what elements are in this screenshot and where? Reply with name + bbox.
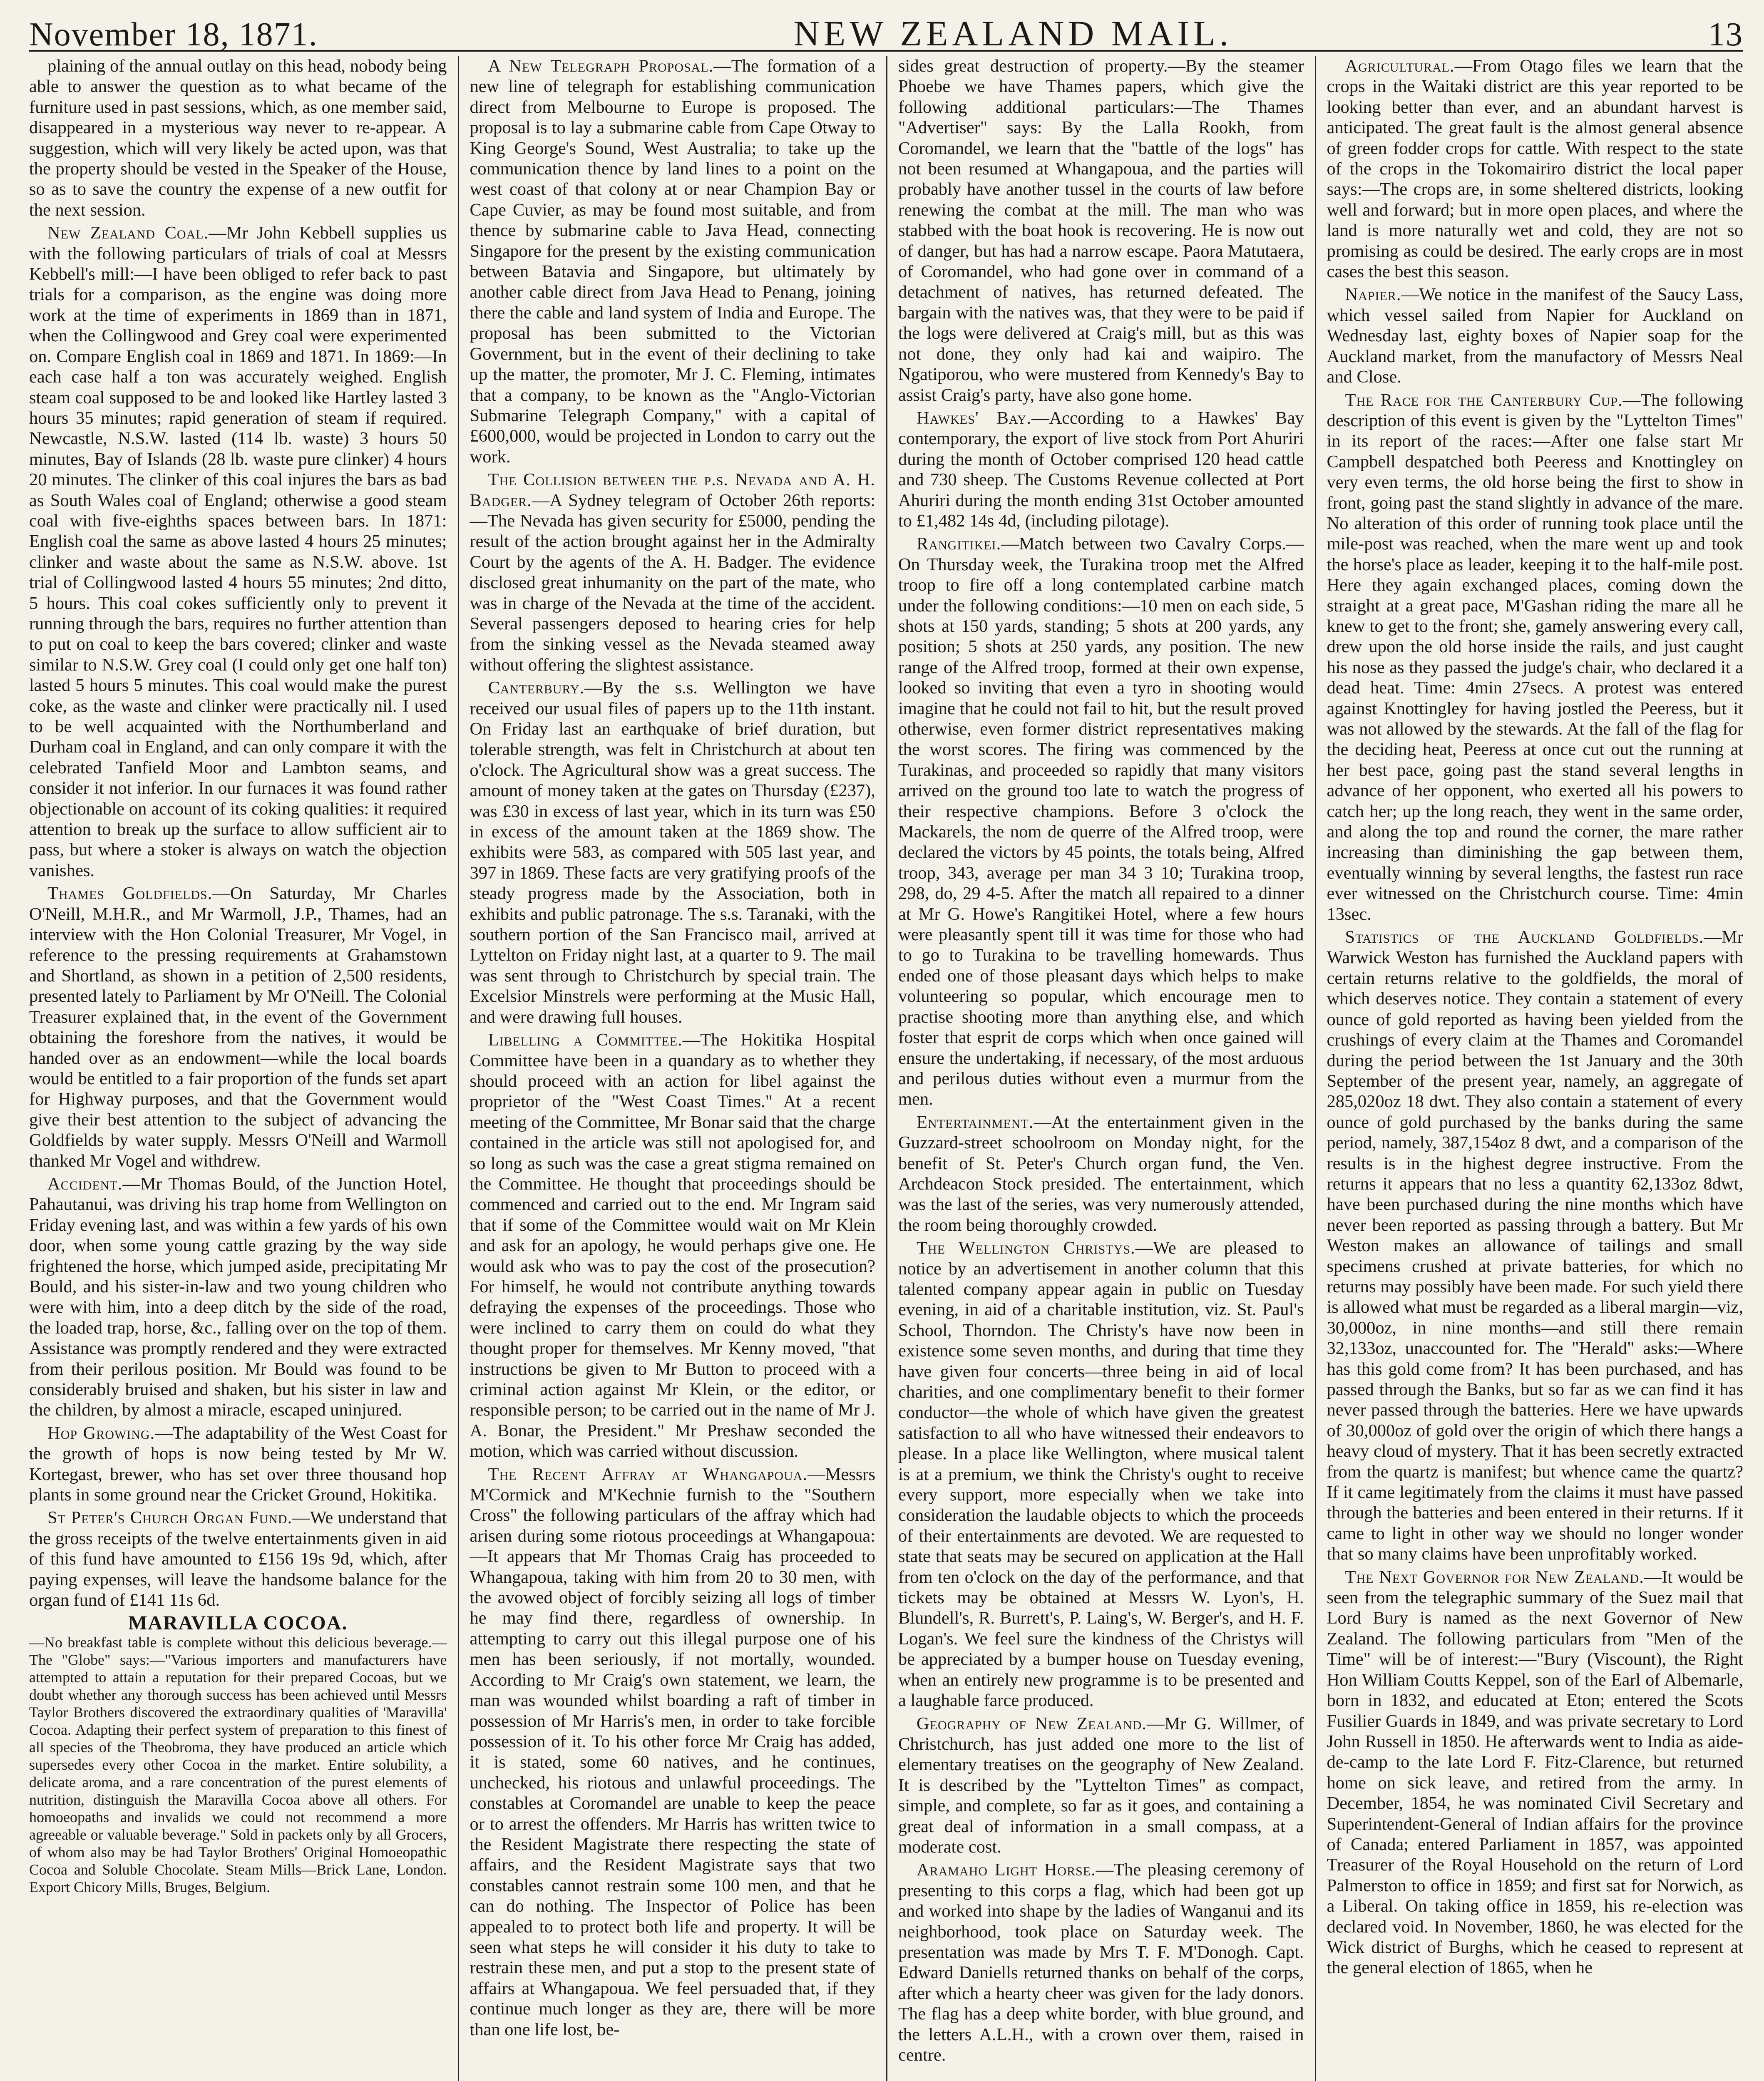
column-4	[1315, 56, 1744, 2081]
column-1	[29, 56, 458, 2081]
article-text: —According to a Hawkes' Bay contemporary, the export of live stock from Port Ahuriri during the month of October comprised 120 head cattle and 730 sheep. The Customs Revenue collected at Port Ahuriri during the month ending 31st October amounted to £1,482 14s 4d, (including pilotage).	[898, 408, 1304, 531]
article-paragraph	[470, 678, 876, 1027]
newspaper-title: NEW ZEALAND MAIL.	[793, 13, 1233, 53]
article-paragraph	[1327, 390, 1744, 925]
article-paragraph	[898, 1713, 1304, 1858]
article-text: —On Saturday, Mr Charles O'Neill, M.H.R., and Mr Warmoll, J.P., Thames, had an interview with the Hon Colonial Treasurer, Mr Vogel, in reference to the pressing requirements at Grahamstown and Shortland, as shown in a petition of 2,500 residents, presented lately to Parliament by Mr O'Neill. The Colonial Treasurer explained that, in the event of the Government obtaining the foreshore from the natives, it would be handed over as an endowment—while the local boards would be entitled to a fair proportion of the funds set apart for Highway purposes, and that the Government would give their best attention to the subject of advancing the Goldfields by water supply. Messrs O'Neill and Warmoll thanked Mr Vogel and withdrew.	[29, 884, 447, 1171]
article-heading: Canterbury.	[488, 678, 585, 698]
article-paragraph	[29, 1423, 447, 1505]
article-paragraph	[29, 1507, 447, 1610]
article-heading: Hop Growing.	[47, 1423, 155, 1443]
article-heading: St Peter's Church Organ Fund.	[47, 1508, 293, 1528]
article-paragraph	[1327, 927, 1744, 1564]
article-paragraph	[1327, 1567, 1744, 1978]
article-heading: Rangitikei.	[917, 534, 1001, 554]
article-text: —The formation of a new line of telegraph for establishing communication direct from Melbourne to Europe is proposed. The proposal is to lay a submarine cable from Cape Otway to King George's Sound, West Australia; to take up the communication thence by land lines to a point on the west coast of that colony at or near Champion Bay or Cape Cuvier, as may be found most suitable, and from thence by submarine cable to Java Head, connecting Singapore for the present by the existing communication between Batavia and Singapore, but ultimately by another cable direct from Java Head to Penang, joining there the cable and land system of India and Europe. The proposal has been submitted to the Victorian Government, but in the event of their declining to take up the matter, the promoter, Mr J. C. Fleming, intimates that a company, to be known as the "Anglo-Victorian Submarine Telegraph Company," with a capital of £600,000, would be projected in London to carry out the work.	[470, 56, 875, 467]
article-paragraph	[898, 1860, 1304, 2065]
article-heading: Libelling a Committee.	[488, 1030, 683, 1050]
article-text: —A Sydney telegram of October 26th reports:—The Nevada has given security for £5000, pending the result of the action brought against her in the Admiralty Court by the agents of the A. H. Badger. The evidence disclosed great inhumanity on the part of the mate, who was in charge of the Nevada at the time of the accident. Several passengers deposed to hearing cries for help from the sinking vessel as the Nevada steamed away without offering the slightest assistance.	[470, 490, 875, 675]
article-heading: Thames Goldfields.	[47, 884, 213, 904]
article-text: —The adaptability of the West Coast for the growth of hops is now being tested by Mr W. Kortegast, brewer, who has set over three thousand hop plants in some ground near the Cricket Ground, Hokitika.	[29, 1423, 447, 1505]
article-text: —Mr Thomas Bould, of the Junction Hotel, Pahautanui, was driving his trap home from Wellington on Friday evening last, and was within a few yards of his own door, when some young cattle grazing by the way side frightened the horse, which jumped aside, precipitating Mr Bould, and his sister-in-law and two young children who were with him, into a deep ditch by the side of the road, the loaded trap, horse, &c., falling over on the top of them. Assistance was promptly rendered and they were extracted from their perilous position. Mr Bould was found to be considerably bruised and shaken, but his sister in law and the children, by almost a miracle, escaped uninjured.	[29, 1174, 447, 1420]
article-paragraph	[470, 1464, 876, 2040]
article-paragraph	[898, 534, 1304, 1109]
article-text: —We are pleased to notice by an advertisement in another column that this talented company appear again in public on Tuesday evening, in aid of a charitable institution, viz. St. Paul's School, Thorndon. The Christy's have now been in existence some seven months, and during that time they have given four concerts—three being in aid of local charities, and one complimentary benefit to their former conductor—the whole of which have given the greatest satisfaction to all who have witnessed their endeavors to please. In a place like Wellington, where musical talent is at a premium, we think the Christy's ought to receive every support, more especially when we take into consideration the laudable objects to which the proceeds of their entertainments are devoted. We are requested to state that seats may be secured on application at the Hall from ten o'clock on the day of the performance, and that tickets may be obtained at Messrs W. Lyon's, H. Blundell's, R. Burrett's, P. Laing's, W. Berger's, and H. F. Logan's. We feel sure the kindness of the Christys will be appreciated by a bumper house on Tuesday evening, when an entirely new programme is to be presented and a laughable farce produced.	[898, 1238, 1304, 1711]
article-paragraph	[470, 56, 876, 467]
advertisement	[29, 1613, 447, 1895]
article-heading: Accident.	[47, 1174, 123, 1194]
article-text: —At the entertainment given in the Guzzard-street schoolroom on Monday night, for the benefit of St. Peter's Church organ fund, the Ven. Archdeacon Stock presided. The entertainment, which was the last of the series, was very numerously attended, the room being thoroughly crowded.	[898, 1112, 1304, 1235]
article-text: —The following description of this event is given by the "Lyttelton Times" in its report of the races:—After one false start Mr Campbell despatched both Peeress and Knottingley on very even terms, the old horse being the first to show in front, going past the stand slightly in advance of the mare. No alteration of this order of running took place until the mile-post was reached, when the mare went up and took the horse's place as leader, keeping it to the half-mile post. Here they again exchanged places, coming down the straight at a great pace, M'Gashan riding the mare all he knew to get to the front; she, gamely answering every call, drew upon the old horse inside the rails, and just caught his nose as they passed the judge's chair, who declared it a dead heat. Time: 4min 27secs. A protest was entered against Knottingley for having jostled the Peeress, but it was not allowed by the stewards. At the fall of the flag for the deciding heat, Peeress at once cut out the running at her best pace, going past the stand several lengths in advance of her opponent, who exerted all his powers to catch her; up the long reach, they went in the same order, and along the top and round the corner, the mare rather increasing than diminishing the gap between them, eventually winning by several lengths, the fastest run race ever witnessed on the Christchurch course. Time: 4min 13sec.	[1327, 390, 1743, 924]
article-text: —Match between two Cavalry Corps.—On Thursday week, the Turakina troop met the Alfred troop to fire off a long contemplated carbine match under the following conditions:—10 men on each side, 5 shots at 150 yards, standing; 5 shots at 200 yards, any position; 5 shots at 250 yards, any position. The new range of the Alfred troop, formed at their own expense, looked so inviting that even a tyro in shooting would imagine that he could not fail to hit, but the result proved otherwise, even former district representatives making the worst scores. The firing was commenced by the Turakinas, and proceeded so rapidly that many visitors arrived on the ground too late to watch the progress of their respective champions. Before 3 o'clock the Mackarels, the nom de querre of the Alfred troop, were declared the victors by 45 points, the totals being, Alfred troop, 343, average per man 34 3 10; Turakina troop, 298, do, 29 4-5. After the match all repaired to a dinner at Mr G. Howe's Rangitikei Hotel, where a few hours were pleasantly spent till it was time for those who had to go to Turakina to be travelling homewards. Thus ended one of those pleasant days which helps to make volunteering so popular, which encourage men to practise shooting more than anything else, and which foster that esprit de corps which when once gained will ensure the undertaking, if necessary, of the most arduous and perilous duties without even a murmur from the men.	[898, 534, 1304, 1109]
article-heading: Hawkes' Bay.	[917, 408, 1032, 428]
article-paragraph	[470, 469, 876, 675]
article-text: —Messrs M'Cormick and M'Kechnie furnish to the "Southern Cross" the following particulars of the affray which had arisen during some riotous proceedings at Whangapoua:—It appears that Mr Thomas Craig has proceeded to Whangapoua, taking with him from 20 to 30 men, with the avowed object of forcibly seizing all logs of timber he may find there, regardless of ownership. In attempting to carry out this illegal purpose one of his men has been seriously, if not mortally, wounded. According to Mr Craig's own statement, we learn, the man was wounded whilst boarding a raft of timber in possession of Mr Harris's men, in order to take forcible possession of it. To his other force Mr Craig has added, it is stated, some 60 natives, and he continues, unchecked, his riotous and unlawful proceedings. The constables at Coromandel are unable to keep the peace or to arrest the offenders. Mr Harris has written twice to the Resident Magistrate there respecting the state of affairs, and the Resident Magistrate says that two constables cannot restrain some 100 men, and that he can do nothing. The Inspector of Police has been appealed to to protect both life and property. It will be seen what steps he will consider it his duty to take to restrain these men, and put a stop to the present state of affairs at Whangapoua. We feel persuaded that, if they continue much longer as they are, there will be more than one life lost, be-	[470, 1464, 875, 2039]
article-paragraph	[898, 1112, 1304, 1235]
masthead	[29, 12, 1743, 52]
article-heading: Napier.	[1345, 285, 1401, 305]
advert-title: MARAVILLA COCOA.	[128, 1612, 348, 1634]
article-heading: Statistics of the Auckland Goldfields.	[1345, 927, 1704, 947]
advert-body: —No breakfast table is complete without this delicious beverage.—The "Globe" says:—"Various importers and manufacturers have attempted to attain a reputation for their prepared Cocoas, but we doubt whether any thorough success has been achieved until Messrs Taylor Brothers discovered the extraordinary qualities of 'Maravilla' Cocoa. Adapting their perfect system of preparation to this finest of all species of the Theobroma, they have produced an article which supersedes every other Cocoa in the market. Entire solubility, a delicate aroma, and a rare concentration of the purest elements of nutrition, distinguish the Maravilla Cocoa above all others. For homoeopaths and invalids we could not recommend a more agreeable or valuable beverage." Sold in packets only by all Grocers, of whom also may be had Taylor Brothers' Original Homoeopathic Cocoa and Soluble Chocolate. Steam Mills—Brick Lane, London. Export Chicory Mills, Bruges, Belgium.	[29, 1634, 447, 1895]
article-paragraph	[470, 1030, 876, 1462]
article-text: —It would be seen from the telegraphic summary of the Suez mail that Lord Bury is named as the next Governor of New Zealand. The following particulars from "Men of the Time" will be of interest:—"Bury (Viscount), the Right Hon William Coutts Keppel, son of the Earl of Albemarle, born in 1832, and educated at Eton; entered the Scots Fusilier Guards in 1849, and was private secretary to Lord John Russell in 1850. He afterwards went to India as aide-de-camp to the late Lord F. Fitz-Clarence, but returned home on sick leave, and retired from the army. In December, 1854, he was nominated Civil Secretary and Superintendent-General of Indian affairs for the province of Canada; entered Parliament in 1857, was appointed Treasurer of the Royal Household on the return of Lord Palmerston to office in 1859; and first sat for Norwich, as a Liberal. On taking office in 1859, his re-election was declared void. In November, 1860, he was elected for the Wick district of Burghs, which he ceased to represent at the general election of 1865, when he	[1327, 1567, 1743, 1978]
article-heading: New Zealand Coal.	[47, 223, 209, 243]
article-heading: A New Telegraph Proposal.	[488, 56, 714, 76]
article-paragraph	[29, 56, 447, 220]
article-text: —The pleasing ceremony of presenting to this corps a flag, which had been got up and worked into shape by the ladies of Wanganui and its neighborhood, took place on Saturday week. The presentation was made by Mrs T. F. M'Donogh. Capt. Edward Daniells returned thanks on behalf of the corps, after which a hearty cheer was given for the lady donors. The flag has a deep white border, with blue ground, and the letters A.L.H., with a crown over them, raised in centre.	[898, 1860, 1304, 2065]
column-3	[886, 56, 1315, 2081]
article-heading: The Collision between the p.s. Nevada and A. H. Badger.	[470, 470, 875, 510]
article-paragraph	[29, 223, 447, 881]
article-heading: The Wellington Christys.	[917, 1238, 1135, 1258]
article-paragraph	[898, 1238, 1304, 1711]
article-paragraph	[1327, 284, 1744, 387]
article-paragraph	[29, 1174, 447, 1420]
article-heading: Aramaho Light Horse.	[917, 1860, 1096, 1880]
article-text: —The Hokitika Hospital Committee have been in a quandary as to whether they should proceed with an action for libel against the proprietor of the "West Coast Times." At a recent meeting of the Committee, Mr Bonar said that the charge contained in the article was still not apologised for, and so long as such was the case a great stigma remained on the Committee. He thought that proceedings should be commenced and carried out to the end. Mr Ingram said that if some of the Committee would wait on Mr Klein and ask for an apology, he would perhaps give one. He would ask who was to pay the cost of the prosecution? For himself, he would not contribute anything towards defraying the expenses of the proceedings. Those who were inclined to carry them on could do what they thought proper for themselves. Mr Kenny moved, "that instructions be given to Mr Button to proceed with a criminal action against Mr Klein, or the editor, or responsible person; to be carried out in the name of Mr J. A. Bonar, the President." Mr Preshaw seconded the motion, which was carried without discussion.	[470, 1030, 875, 1461]
article-heading: The Race for the Canterbury Cup.	[1345, 390, 1623, 410]
issue-date: November 18, 1871.	[29, 16, 318, 53]
article-paragraph	[1327, 56, 1744, 282]
article-text: —By the s.s. Wellington we have received our usual files of papers up to the 11th instant. On Friday last an earthquake of brief duration, but tolerable strength, was felt in Christchurch at about ten o'clock. The Agricultural show was a great success. The amount of money taken at the gates on Thursday (£237), was £30 in excess of last year, which in its turn was £50 in excess of the amount taken at the 1869 show. The exhibits were 583, as compared with 505 last year, and 397 in 1869. These facts are very gratifying proofs of the steady progress made by the Association, both in exhibits and public patronage. The s.s. Taranaki, with the southern portion of the San Francisco mail, arrived at Lyttelton on Friday night last, at a quarter to 9. The mail was sent through to Christchurch by special train. The Excelsior Minstrels were performing at the Music Hall, and were drawing full houses.	[470, 678, 875, 1027]
article-heading: Agricultural.	[1345, 56, 1455, 76]
article-text: —Mr John Kebbell supplies us with the following particulars of trials of coal at Messrs Kebbell's mill:—I have been obliged to refer back to past trials for a comparison, as the engine was doing more work at the time of experiments in 1869 than in 1871, when the Collingwood and Grey coal were experimented on. Compare English coal in 1869 and 1871. In 1869:—In each case half a ton was accurately weighed. English steam coal supposed to be and looked like Hartley lasted 3 hours 35 minutes; rapid generation of steam if required. Newcastle, N.S.W. lasted (114 lb. waste) 3 hours 50 minutes, Bay of Islands (28 lb. waste pure clinker) 4 hours 20 minutes. The clinker of this coal injures the bars as bad as South Wales coal of England; otherwise a good steam coal with five-eighths spaces between bars. In 1871: English coal the same as above lasted 4 hours 25 minutes; clinker and waste about the same as N.S.W. above. 1st trial of Collingwood lasted 4 hours 55 minutes; 2nd ditto, 5 hours. This coal cokes sufficiently only to prevent it running through the bars, requires no further attention than to put on coal to keep the bars covered; clinker and waste similar to N.S.W. Grey coal (I could only get one half ton) lasted 5 hours 5 minutes. This coal would make the purest coke, as the waste and clinker were practically nil. I used to be well acquainted with the Northumberland and Durham coal in England, and can only compare it with the celebrated Tanfield Moor and Lambton seams, and consider it not inferior. In our furnaces it was found rather objectionable on account of its coking qualities: it required attention to break up the surface to allow sufficient air to pass, but where a stoker is always on watch the objection vanishes.	[29, 223, 447, 880]
article-text: plaining of the annual outlay on this head, nobody being able to answer the question as to what became of the furniture used in past sessions, which, as one member said, disappeared in a mysterious way never to re-appear. A suggestion, which will very likely be acted upon, was that the property should be vested in the Speaker of the House, so as to save the country the expense of a new outfit for the next session.	[29, 56, 447, 220]
column-2	[458, 56, 887, 2081]
article-heading: Entertainment.	[917, 1112, 1034, 1132]
article-heading: Geography of New Zealand.	[917, 1713, 1147, 1733]
article-text: —We understand that the gross receipts of the twelve entertainments given in aid of this fund have amounted to £156 19s 9d, which, after paying expenses, will leave the handsome balance for the organ fund of £141 11s 6d.	[29, 1508, 447, 1610]
article-columns	[29, 56, 1743, 2081]
article-text: —We notice in the manifest of the Saucy Lass, which vessel sailed from Napier for Auckland on Wednesday last, eighty boxes of Napier soap for the Auckland market, from the manufactory of Messrs Neal and Close.	[1327, 285, 1743, 387]
page-number: 13	[1708, 16, 1743, 53]
article-paragraph	[898, 408, 1304, 531]
article-text: —Mr Warwick Weston has furnished the Auckland papers with certain returns relative to the goldfields, the moral of which deserves notice. They contain a statement of every ounce of gold reported as having been yielded from the crushings of every claim at the Thames and Coromandel during the period between the 1st January and the 30th September of the present year, namely, an aggregate of 285,020oz 18 dwt. They also contain a statement of every ounce of gold purchased by the banks during the same period, namely, 387,154oz 8 dwt, and a comparison of the results is in the highest degree instructive. From the returns it appears that no less a quantity 62,133oz 8dwt, have been purchased during the nine months which have never been reported as passing through a battery. But Mr Weston makes an allowance of tailings and small specimens crushed at private batteries, for which no returns may possibly have been made. For such yield there is allowed what must be regarded as a liberal margin—viz, 30,000oz, in nine months—and still there remain 32,133oz, unaccounted for. The "Herald" asks:—Where has this gold come from? It has been purchased, and has passed through the Banks, but so far as we can find it has never passed through the batteries. Here we have upwards of 30,000oz of gold over the origin of which there hangs a heavy cloud of mystery. That it has been secretly extracted from the quartz is manifest; but whence came the quartz? If it came legitimately from the claims it must have passed through the batteries and been entered in their returns. If it came to light in other way we should no longer wonder that so many claims have been unprofitably worked.	[1327, 927, 1743, 1564]
article-heading: The Recent Affray at Whangapoua.	[488, 1464, 808, 1484]
article-text: —From Otago files we learn that the crops in the Waitaki district are this year reported to be looking better than ever, and an abundant harvest is anticipated. The great fault is the almost general absence of green fodder crops for cattle. With respect to the state of the crops in the Tokomairiro district the local paper says:—The crops are, in some sheltered districts, looking well and forward; but in more open places, and where the land is more naturally wet and cold, they are not so promising as could be desired. The early crops are in most cases the best this season.	[1327, 56, 1743, 282]
article-text: —Mr G. Willmer, of Christchurch, has just added one more to the list of elementary treatises on the geography of New Zealand. It is described by the "Lyttelton Times" as compact, simple, and complete, so far as it goes, and containing a great deal of information in a small compass, at a moderate cost.	[898, 1713, 1304, 1857]
article-paragraph	[898, 56, 1304, 405]
article-paragraph	[29, 883, 447, 1171]
article-heading: The Next Governor for New Zealand.	[1345, 1567, 1644, 1587]
article-text: sides great destruction of property.—By the steamer Phoebe we have Thames papers, which give the following additional particulars:—The Thames "Advertiser" says: By the Lalla Rookh, from Coromandel, we learn that the "battle of the logs" has not been resumed at Whangapoua, and the parties will probably have another tussel in the courts of law before renewing the combat at the mill. The man who was stabbed with the boat hook is recovering. He is now out of danger, but has had a narrow escape. Paora Matutaera, of Coromandel, who had gone over in command of a detachment of natives, has returned defeated. The bargain with the natives was, that they were to be paid if the logs were delivered at Craig's mill, but as this was not done, they only had kai and waipiro. The Ngatiporou, who were mustered from Kennedy's Bay to assist Craig's party, have also gone home.	[898, 56, 1304, 405]
